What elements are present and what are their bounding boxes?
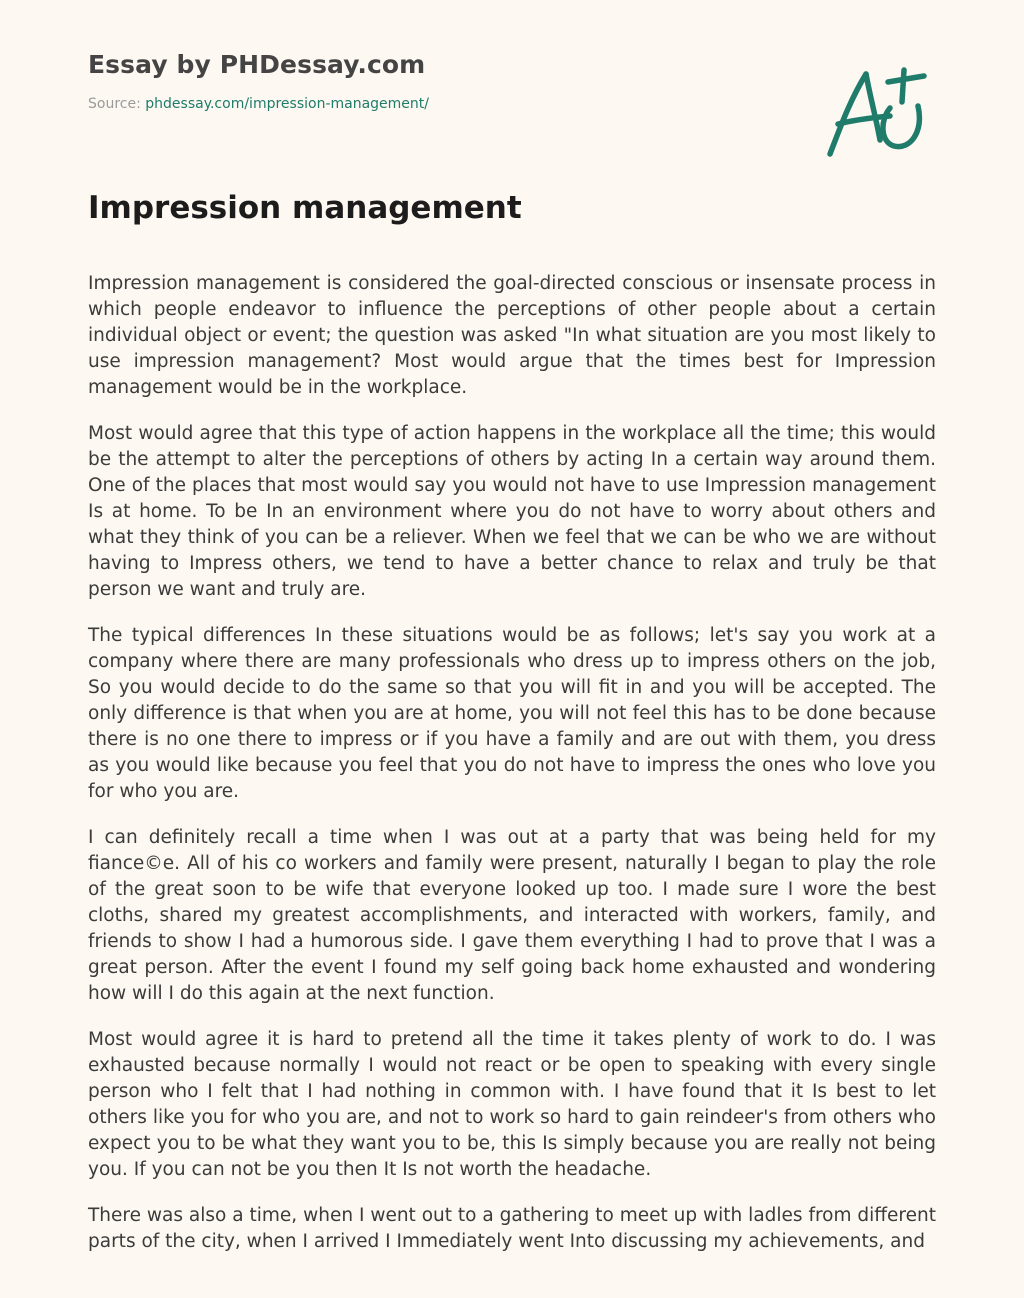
essay-title: Impression management	[88, 190, 522, 226]
source-line	[88, 96, 429, 112]
paragraph: There was also a time, when I went out to a gathering to meet up with ladles from different parts of the city, when I arrived I Immediately went Into discussing my achievements, and	[88, 1205, 936, 1252]
paragraph: I can definitely recall a time when I was out at a party that was being held for my fiance©e. All of his co workers and family were present, naturally I began to play the role of the great soon to be wife that everyone looked up too. I made sure I wore the best cloths, shared my greatest accomplishments, and interacted with workers, family, and friends to show I had a humorous side. I gave them everything I had to prove that I was a great person. After the event I found my self going back home exhausted and wondering how will I do this again at the next function.	[88, 827, 936, 1004]
paragraph: Most would agree that this type of action happens in the workplace all the time; this would be the attempt to alter the perceptions of others by acting In a certain way around them. One of the places that most would say you would not have to use Impression management Is at home. To be In an environment where you do not have to worry about others and what they think of you can be a reliever. When we feel that we can be who we are without having to Impress others, we tend to have a better chance to relax and truly be that person we want and truly are.	[88, 423, 936, 600]
paragraph: Most would agree it is hard to pretend all the time it takes plenty of work to do. I was exhausted because normally I would not react or be open to speaking with every single person who I felt that I had nothing in common with. I have found that it Is best to let others like you for who you are, and not to work so hard to gain reindeer's from others who expect you to be what they want you to be, this Is simply because you are really not being you. If you can not be you then It Is not worth the headache.	[88, 1029, 936, 1180]
source-label: Source:	[88, 96, 141, 112]
site-brand: Essay by PHDessay.com	[88, 50, 426, 79]
paragraph: Impression management is considered the goal-directed conscious or insensate process in which people endeavor to influence the perceptions of other people about a certain individual object or event; the question was asked "In what situation are you most likely to use impression management? Most would argue that the times best for Impression management would be in the workplace.	[88, 273, 936, 398]
paragraph: The typical differences In these situations would be as follows; let's say you work at a company where there are many professionals who dress up to impress others on the job, So you would decide to do the same so that you will fit in and you will be accepted. The only difference is that when you are at home, you will not feel this has to be done because there is no one there to impress or if you have a family and are out with them, you dress as you would like because you feel that you do not have to impress the ones who love you for who you are.	[88, 625, 936, 802]
essay-body	[88, 271, 936, 1275]
source-link[interactable]: phdessay.com/impression-management/	[145, 96, 429, 112]
page-header	[88, 50, 429, 112]
a-plus-logo-icon	[818, 60, 938, 165]
